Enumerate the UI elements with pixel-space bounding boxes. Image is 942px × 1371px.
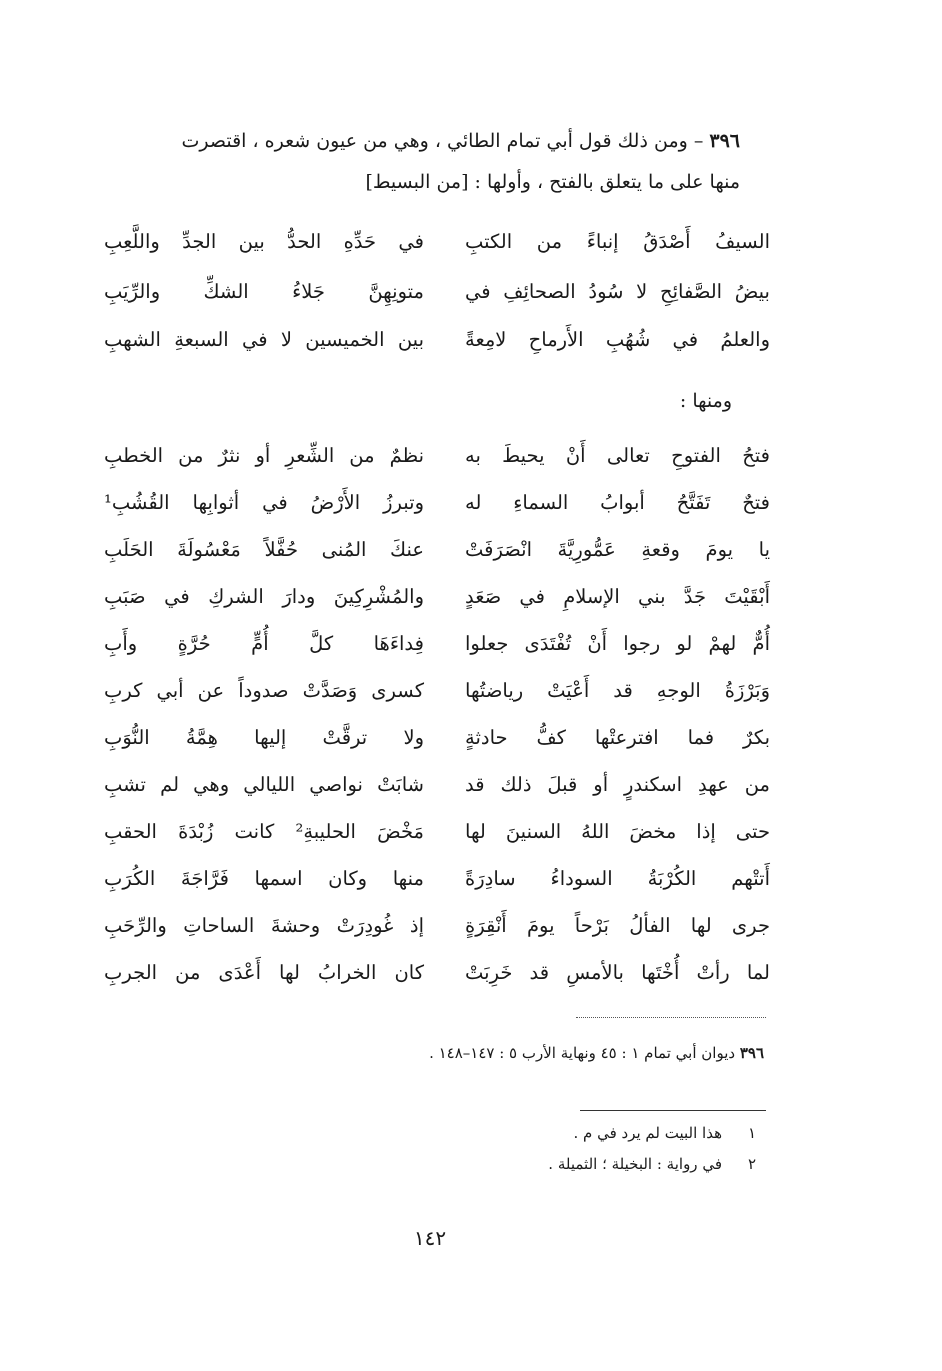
verse-line <box>100 773 770 813</box>
verse-line <box>100 867 770 907</box>
hemistich-second: كسرى وَصَدَّتْ صدوداً عن أبي كربِ <box>104 679 424 702</box>
hemistich-first: لما رأتْ أُخْتَها بالأمسِ قد خَرِبَتْ <box>465 961 770 984</box>
verse-line <box>100 632 770 672</box>
hemistich-first: حتى إذا مخضَ اللهُ السنينَ لها <box>465 820 770 843</box>
page-number: ١٤٢ <box>413 1226 447 1250</box>
verse-line <box>100 820 770 860</box>
verse-line <box>100 585 770 625</box>
source-number: ٣٩٦ <box>739 1044 764 1062</box>
hemistich-second: ولا ترقَّتْ إليها هِمَّةُ النُّوَبِ <box>104 726 424 749</box>
verse-line <box>100 679 770 719</box>
hemistich-first: السيفُ أَصْدَقُ إنباءً من الكتبِ <box>465 230 770 253</box>
intro-line-1 <box>100 130 740 152</box>
intro-text-1: – ومن ذلك قول أبي تمام الطائي ، وهي من عيون شعره ، اقتصرت <box>181 130 710 152</box>
entry-number: ٣٩٦ <box>709 130 740 152</box>
hemistich-first: أَتتْهم الكُرْبَةُ السوداءُ سادِرَةً <box>465 867 770 890</box>
footnote-separator <box>580 1110 766 1111</box>
dotted-separator <box>576 1017 766 1018</box>
intro-text-2: منها على ما يتعلق بالفتح ، وأولها : [من البسيط] <box>365 171 740 193</box>
verse-line <box>100 444 770 484</box>
verse-line <box>100 280 770 320</box>
verse-line <box>100 328 770 368</box>
hemistich-second: في حَدِّهِ الحدُّ بين الجدِّ واللَّعِبِ <box>104 230 424 253</box>
hemistich-first: من عهدِ اسكندرٍ أو قبلَ ذلك قد <box>465 773 770 796</box>
verse-line <box>100 914 770 954</box>
hemistich-second: متونِهِنَّ جَلاءُ الشكِّ والرِّيَبِ <box>104 280 424 303</box>
hemistich-first: يا يومَ وقعةِ عَمُّورِيَّةَ انْصَرَفَتْ <box>465 538 770 561</box>
footnote-text: هذا البيت لم يرد في م . <box>573 1124 722 1142</box>
footnote-text: في رواية : البخيلة ؛ الثميلة . <box>548 1155 722 1173</box>
section-label: ومنها : <box>679 390 732 412</box>
source-text: ديوان أبي تمام ١ : ٤٥ ونهاية الأرب ٥ : ١٤٧–١٤٨ . <box>429 1044 740 1062</box>
footnote-number: ١ <box>747 1124 756 1142</box>
hemistich-second: وتبرزُ الأَرْضُ في أثوابِها القُشُبِ¹ <box>104 491 424 514</box>
hemistich-second: مَخْضَ الحليبةِ² كانت زُبْدَةَ الحقبِ <box>104 820 424 843</box>
hemistich-second: بين الخميسين لا في السبعةِ الشهبِ <box>104 328 424 351</box>
hemistich-first: أَبْقَيْتَ جَدَّ بني الإسلامِ في صَعَدٍ <box>465 585 770 608</box>
hemistich-first: أُمٌّ لهمْ لو رجوا أَنْ تُفْتَدَى جعلوا <box>465 632 770 655</box>
hemistich-second: نظمٌ من الشِّعرِ أو نثرٌ من الخطبِ <box>104 444 424 467</box>
hemistich-second: منها وكان اسمها فَرَّاجَةَ الكُرَبِ <box>104 867 424 890</box>
verse-line <box>100 961 770 1001</box>
hemistich-first: فتحٌ تَفَتَّحُ أبوابُ السماءِ له <box>465 491 770 514</box>
footnote <box>420 1155 756 1173</box>
verse-line <box>100 726 770 766</box>
footnote-number: ٢ <box>747 1155 756 1173</box>
hemistich-first: بيضُ الصَّفائِحِ لا سُودُ الصحائِفِ في <box>465 280 770 303</box>
hemistich-first: وَبَرْزَةُ الوجهِ قد أَعْيَتْ رياضتُها <box>465 679 770 702</box>
verse-line <box>100 538 770 578</box>
hemistich-second: عنكَ المُنى حُفَّلاً مَعْسُولَةَ الحَلَبِ <box>104 538 424 561</box>
hemistich-second: والمُشْرِكِينَ ودارَ الشركِ في صَبَبِ <box>104 585 424 608</box>
hemistich-second: إذ غُودِرَتْ وحشةَ الساحاتِ والرِّحَبِ <box>104 914 424 937</box>
footnote <box>420 1124 756 1142</box>
hemistich-first: جرى لها الفألُ بَرْحاً يومَ أَنْقِرَةٍ <box>465 914 770 937</box>
hemistich-second: شابَتْ نواصي الليالي وهي لم تشبِ <box>104 773 424 796</box>
source-note <box>330 1044 764 1062</box>
hemistich-second: فِداءَهَا كلَّ أُمٍّ حُرَّةٍ وأَبِ <box>104 632 424 655</box>
hemistich-first: فتحُ الفتوحِ تعالى أَنْ يحيطَ به <box>465 444 770 467</box>
verse-line <box>100 491 770 531</box>
verse-line <box>100 230 770 270</box>
hemistich-second: كان الخرابُ لها أَعْدَى من الجربِ <box>104 961 424 984</box>
hemistich-first: بكرٌ فما افترعتْها كفُّ حادثةٍ <box>465 726 770 749</box>
intro-line-2 <box>100 171 740 193</box>
hemistich-first: والعلمُ في شُهُبِ الأَرماحِ لامِعةً <box>465 328 770 351</box>
